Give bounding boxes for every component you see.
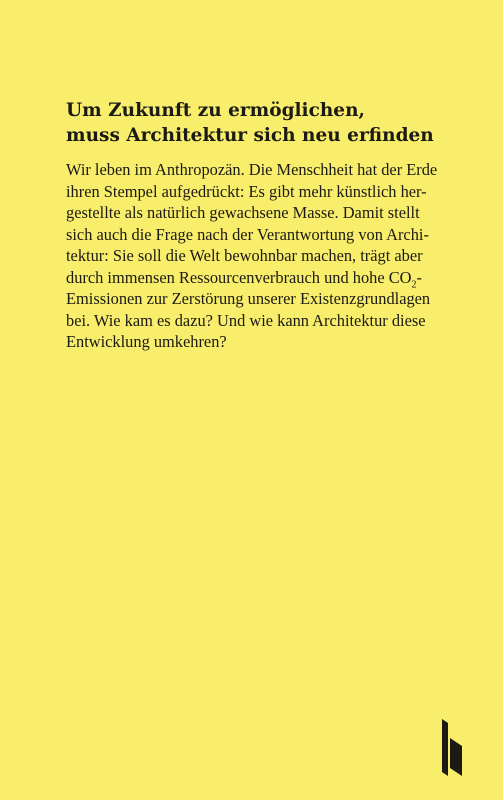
blurb-line-4: sich auch die Frage nach der Verantwortung von Archi- [66, 224, 429, 244]
co2-line-before: durch immensen Ressourcenverbrauch und hohe CO [66, 267, 412, 287]
blurb-line-5: tektur: Sie soll die Welt bewohnbar machen, trägt aber [66, 246, 423, 265]
heading-line-1: Um Zukunft zu ermöglichen, [66, 100, 365, 121]
co2-line-after: - [416, 267, 422, 287]
heading-line-2: muss Architektur sich neu erfinden [66, 125, 434, 146]
blurb-text [66, 159, 466, 353]
cover-heading [66, 98, 476, 148]
blurb-line-2: ihren Stempel aufgedrückt: Es gibt mehr künstlich her- [66, 181, 427, 201]
blurb-line-3: gestellte als natürlich gewachsene Masse. Damit stellt [66, 203, 420, 222]
blurb-line-6 [66, 267, 466, 289]
blurb-line-8: bei. Wie kam es dazu? Und wie kann Architektur diese [66, 310, 426, 330]
co2-subscript: 2 [411, 278, 417, 290]
blurb-line-1: Wir leben im Anthropozän. Die Menschheit hat der Erde [66, 160, 438, 179]
blurb-line-7: Emissionen zur Zerstörung unserer Existenzgrundlagen [66, 289, 431, 308]
blurb-line-9: Entwicklung umkehren? [66, 332, 227, 351]
publisher-logo-icon [441, 719, 463, 776]
